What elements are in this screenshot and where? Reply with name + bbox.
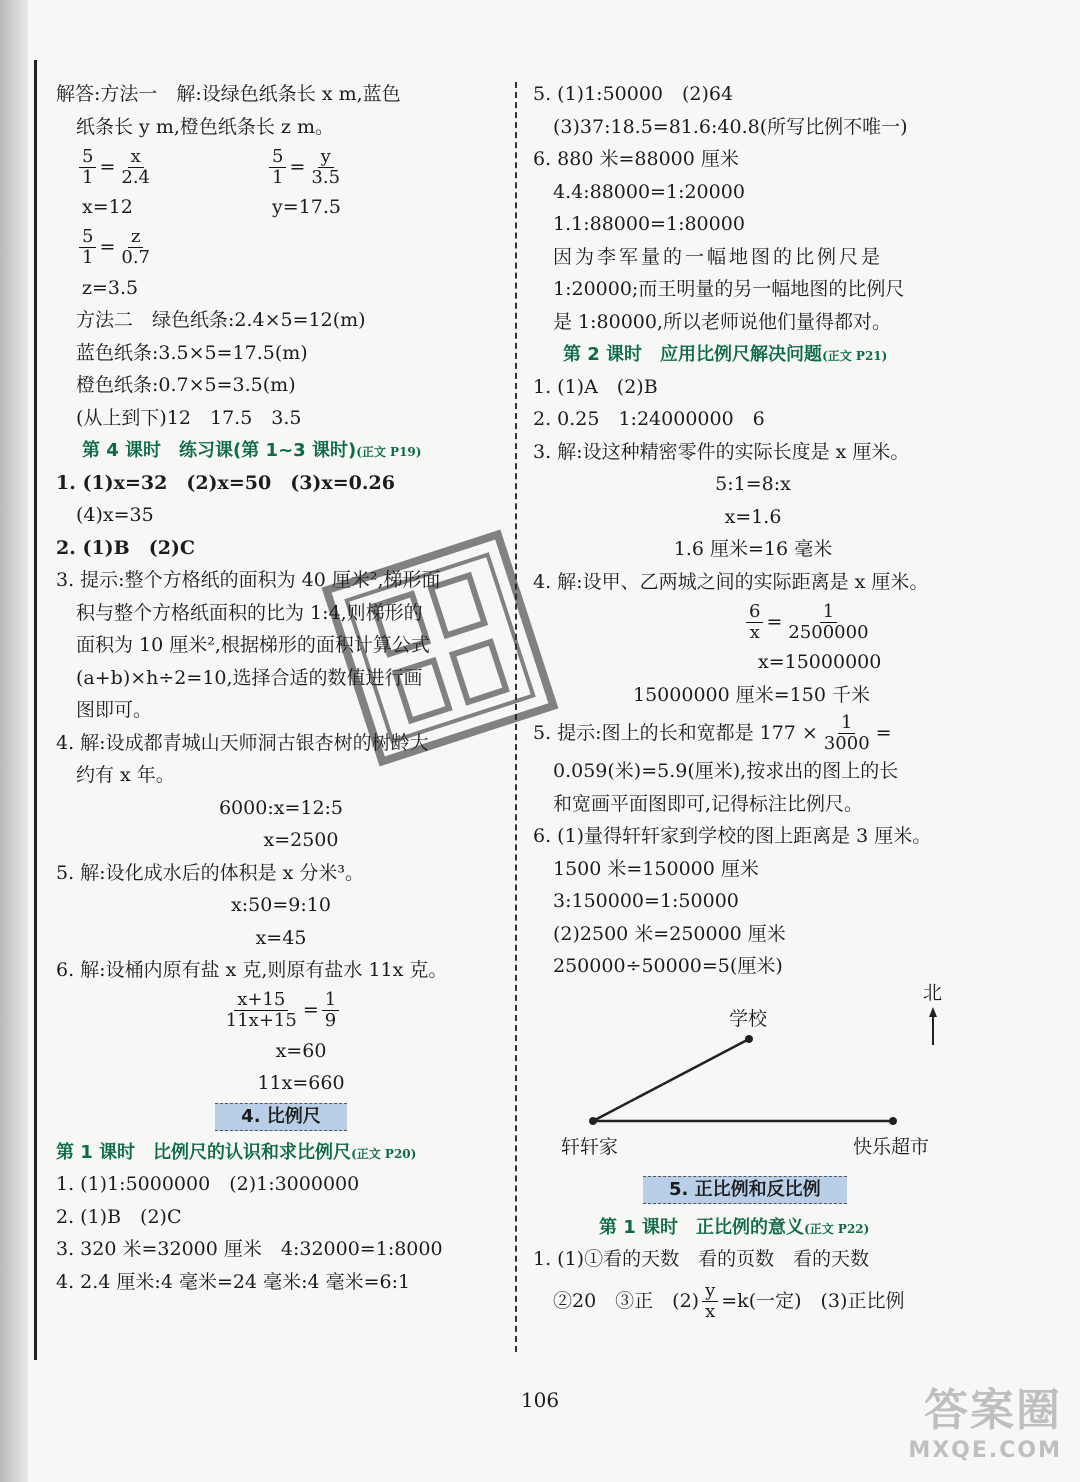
answer-line: 5:1=8:x <box>715 473 791 495</box>
answer-line: 1. (1)1:5000000 (2)1:3000000 <box>56 1173 360 1195</box>
home-label: 轩轩家 <box>561 1135 619 1158</box>
answer-line: x=1.6 <box>724 505 782 528</box>
answer-line: (3)37:18.5=81.6:40.8(所写比例不唯一) <box>553 115 908 138</box>
answer-line: 图即可。 <box>76 699 153 721</box>
school-label: 学校 <box>729 1007 768 1030</box>
page-number: 106 <box>520 1388 560 1412</box>
lesson-heading: 第 2 课时 应用比例尺解决问题(正文 P21) <box>563 344 888 365</box>
answer-line: x=15000000 <box>758 651 882 673</box>
north-label: 北 <box>923 981 943 1004</box>
page-spine <box>0 0 28 1482</box>
answer-line: 1. (1)①看的天数 看的页数 看的天数 <box>533 1248 870 1270</box>
answer-line: 1:20000;而王明量的另一幅地图的比例尺 <box>553 278 905 300</box>
question-6: 6. 解:设桶内原有盐 x 克,则原有盐水 11x 克。 <box>56 959 448 981</box>
answer-line: 纸条长 y m,橙色纸条长 z m。 <box>76 115 334 138</box>
answer-line: 5. (1)1:50000 (2)64 <box>533 83 734 105</box>
answer-line: 1500 米=150000 厘米 <box>553 857 759 880</box>
section-title: 5. 正比例和反比例 <box>533 1173 1053 1211</box>
answer-line: 1.1:88000=1:80000 <box>553 213 745 235</box>
answer-line: z=3.5 <box>82 276 139 299</box>
answer-line: 和宽画平面图即可,记得标注比例尺。 <box>553 792 864 815</box>
answer-line: (a+b)×h÷2=10,选择合适的数值进行画 <box>76 666 423 689</box>
answer-line: (从上到下)12 17.5 3.5 <box>76 406 302 429</box>
watermark-logo <box>862 1384 1062 1474</box>
answer-line: x:50=9:10 <box>231 894 331 916</box>
fraction-equation: $\frac{x+15}{11x+15}$ = $\frac{1}{9}$ <box>56 987 506 1035</box>
section-title: 4. 比例尺 <box>56 1100 506 1136</box>
answer-line: 3. 320 米=32000 厘米 4:32000=1:8000 <box>56 1238 443 1260</box>
lesson-heading: 第 4 课时 练习课(第 1~3 课时)(正文 P19) <box>82 440 422 461</box>
watermark-url: MXQE.COM <box>908 1438 1062 1463</box>
question-4: 4. 解:设成都青城山天师洞古银杏树的树龄大 <box>56 731 429 754</box>
answer-line: ②20 ③正 (2) $\frac{y}{x}$ =k(一定) (3)正比例 <box>553 1280 905 1322</box>
map-diagram <box>533 983 1053 1173</box>
answer-line: 1. (1)A (2)B <box>533 375 658 398</box>
question-3: 3. 提示:整个方格纸的面积为 40 厘米²,梯形面 <box>56 569 441 591</box>
question-2: 2. (1)B (2)C <box>56 536 196 559</box>
question-1: 1. (1)x=32 (2)x=50 (3)x=0.26 <box>56 471 395 494</box>
answer-line: 积与整个方格纸面积的比为 1:4,则梯形的 <box>76 601 423 624</box>
answer-line: 2. 0.25 1:24000000 6 <box>533 408 765 430</box>
answer-line: 面积为 10 厘米²,根据梯形的面积计算公式 <box>76 634 430 656</box>
answer-line: 因为李军量的一幅地图的比例尺是 <box>553 245 884 268</box>
answer-line: 250000÷50000=5(厘米) <box>553 955 783 977</box>
answer-line: (4)x=35 <box>76 504 154 526</box>
school-point <box>745 1035 753 1043</box>
answer-line: (2)2500 米=250000 厘米 <box>553 922 786 945</box>
answer-line: 解答:方法一 解:设绿色纸条长 x m,蓝色 <box>56 83 401 105</box>
lesson-heading: 第 1 课时 比例尺的认识和求比例尺(正文 P20) <box>56 1141 417 1163</box>
answer-line: 2. (1)B (2)C <box>56 1205 182 1228</box>
market-point <box>889 1117 897 1125</box>
answer-line: 是 1:80000,所以老师说他们量得都对。 <box>553 310 892 333</box>
lesson-heading: 第 1 课时 正比例的意义(正文 P22) <box>599 1216 870 1238</box>
answer-line: 11x=660 <box>257 1072 345 1094</box>
home-point <box>589 1117 597 1125</box>
answer-line: 15000000 厘米=150 千米 <box>633 683 870 706</box>
proportion-equation: $\frac{5}{1}$ = $\frac{z}{0.7}$ <box>56 224 506 272</box>
answer-line: x=45 <box>255 926 307 949</box>
question-4: 4. 解:设甲、乙两城之间的实际距离是 x 厘米。 <box>533 570 929 593</box>
home-school-line <box>593 1039 749 1121</box>
answer-line: 4. 2.4 厘米:4 毫米=24 毫米:4 毫米=6:1 <box>56 1270 411 1293</box>
right-column <box>533 78 1053 1328</box>
proportion-equations: $\frac{5}{1}$ = $\frac{x}{2.4}$ $\frac{5}{1}$ = $\frac{y}{3.5}$ <box>56 143 506 191</box>
question-5: 5. 提示:图上的长和宽都是 177 × $\frac{1}{3000}$ = <box>533 711 892 754</box>
answer-line: 3:150000=1:50000 <box>553 890 739 912</box>
answer-line: 1.6 厘米=16 毫米 <box>673 538 833 560</box>
answer-line: 6000:x=12:5 <box>218 796 344 819</box>
answer-line: x=2500 <box>263 829 339 851</box>
answer-line: 4.4:88000=1:20000 <box>553 180 745 203</box>
watermark-text: 答案圈 <box>924 1385 1062 1436</box>
answer-line: 6. 880 米=88000 厘米 <box>533 148 739 170</box>
fraction-equation: $\frac{6}{x}$ = $\frac{1}{2500000}$ <box>533 598 1053 646</box>
question-3: 3. 解:设这种精密零件的实际长度是 x 厘米。 <box>533 440 910 463</box>
answer-line: 约有 x 年。 <box>76 764 175 786</box>
question-6: 6. (1)量得轩轩家到学校的图上距离是 3 厘米。 <box>533 825 932 847</box>
answer-line: 蓝色纸条:3.5×5=17.5(m) <box>76 341 308 364</box>
question-5: 5. 解:设化成水后的体积是 x 分米³。 <box>56 861 364 884</box>
answer-line: 橙色纸条:0.7×5=3.5(m) <box>76 374 296 396</box>
answer-line: 方法二 绿色纸条:2.4×5=12(m) <box>76 309 366 331</box>
answer-line: x=60 <box>275 1039 327 1062</box>
answer-line: 0.059(米)=5.9(厘米),按求出的图上的长 <box>553 760 899 782</box>
left-margin-rule <box>34 60 37 1360</box>
answer-line: x=12 y=17.5 <box>82 196 341 218</box>
market-label: 快乐超市 <box>853 1135 930 1158</box>
